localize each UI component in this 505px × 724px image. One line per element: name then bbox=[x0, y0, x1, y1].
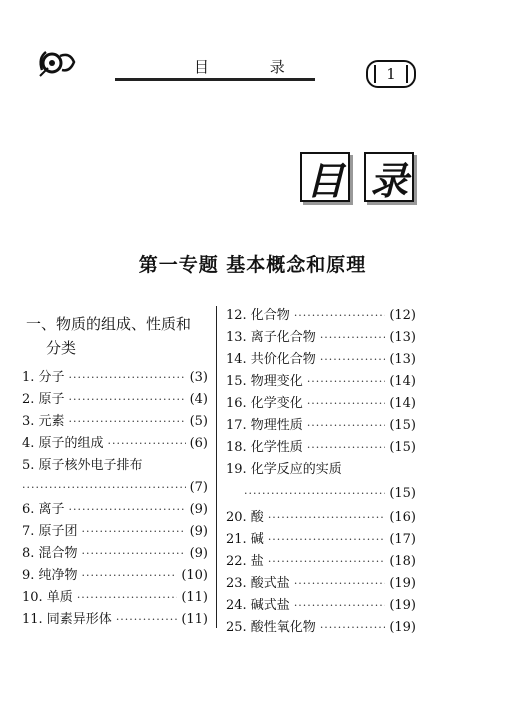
toc-entry[interactable]: 10. 单质 ····· (11) bbox=[22, 588, 208, 608]
toc-entry[interactable]: 11. 同素异形体 ····· (11) bbox=[22, 610, 208, 630]
toc-entry[interactable]: 16. 化学变化 ····· (14) bbox=[226, 394, 416, 414]
toc-entry[interactable]: 18. 化学性质 ····· (15) bbox=[226, 438, 416, 458]
toc-entry[interactable]: 24. 碱式盐 ····· (19) bbox=[226, 596, 416, 616]
toc-entry[interactable]: 15. 物理变化 ····· (14) bbox=[226, 372, 416, 392]
toc-entry[interactable]: 13. 离子化合物 ····· (13) bbox=[226, 328, 416, 348]
section-heading-line2: 分类 bbox=[46, 339, 77, 357]
toc-entry-continuation[interactable]: ····· (15) bbox=[226, 484, 416, 504]
toc-entry[interactable]: 9. 纯净物 ····· (10) bbox=[22, 566, 208, 586]
toc-entry[interactable]: 20. 酸 ····· (16) bbox=[226, 508, 416, 528]
toc-entry[interactable]: 23. 酸式盐 ····· (19) bbox=[226, 574, 416, 594]
page-number: 1 bbox=[366, 60, 416, 88]
toc-entry[interactable]: 3. 元素 ····· (5) bbox=[22, 412, 208, 432]
column-divider bbox=[216, 306, 217, 628]
toc-entry[interactable]: 14. 共价化合物 ····· (13) bbox=[226, 350, 416, 370]
toc-entry[interactable]: 22. 盐 ····· (18) bbox=[226, 552, 416, 572]
toc-entry[interactable]: 8. 混合物 ····· (9) bbox=[22, 544, 208, 564]
flower-ornament-icon bbox=[34, 48, 78, 78]
running-header-title: 目 录 bbox=[194, 58, 313, 76]
section-heading-line1: 一、物质的组成、性质和 bbox=[26, 315, 192, 333]
chapter-title: 第一专题 基本概念和原理 bbox=[138, 254, 367, 276]
toc-entry[interactable]: 17. 物理性质 ····· (15) bbox=[226, 416, 416, 436]
toc-entry[interactable]: 5. 原子核外电子排布 bbox=[22, 458, 143, 473]
toc-entry[interactable]: 21. 碱 ····· (17) bbox=[226, 530, 416, 550]
toc-entry[interactable]: 19. 化学反应的实质 bbox=[226, 462, 342, 477]
toc-entry[interactable]: 12. 化合物 ····· (12) bbox=[226, 306, 416, 326]
title-char-lu: 录 bbox=[364, 152, 414, 202]
title-char-mu: 目 bbox=[300, 152, 350, 202]
toc-entry-continuation[interactable]: ····· (7) bbox=[22, 478, 208, 498]
toc-entry[interactable]: 6. 离子 ····· (9) bbox=[22, 500, 208, 520]
toc-entry[interactable]: 7. 原子团 ····· (9) bbox=[22, 522, 208, 542]
toc-entry[interactable]: 1. 分子 ····· (3) bbox=[22, 368, 208, 388]
toc-entry[interactable]: 2. 原子 ····· (4) bbox=[22, 390, 208, 410]
section-heading bbox=[26, 312, 191, 360]
toc-entry[interactable]: 25. 酸性氧化物 ····· (19) bbox=[226, 618, 416, 638]
header-rule bbox=[115, 78, 315, 81]
toc-entry[interactable]: 4. 原子的组成 ····· (6) bbox=[22, 434, 208, 454]
